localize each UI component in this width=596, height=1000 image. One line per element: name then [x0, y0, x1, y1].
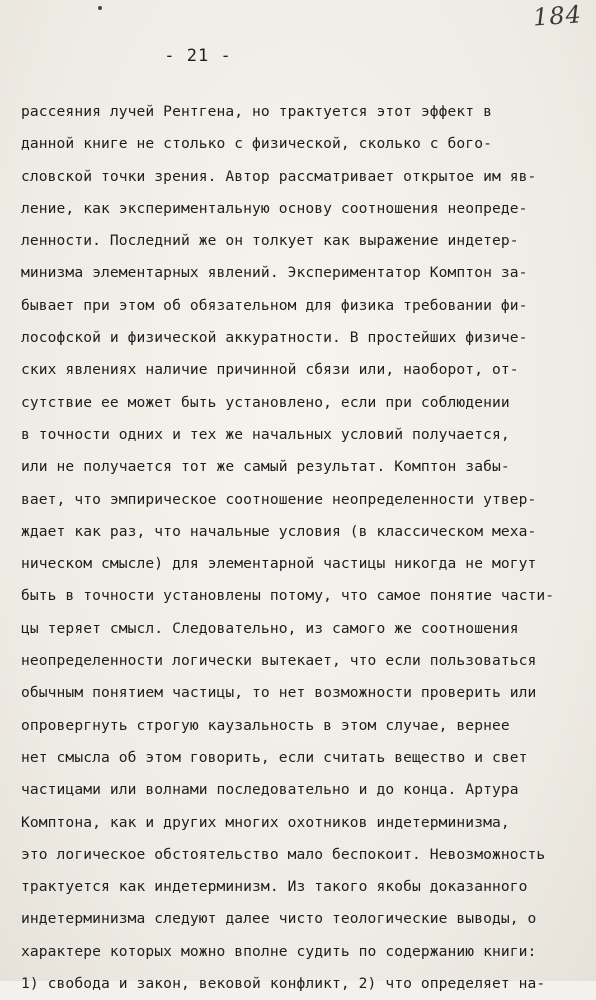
text-line: характере которых можно вполне судить по содержанию книги:: [21, 942, 537, 960]
text-line: минизма элементарных явлений. Экспериментатор Комптон за-: [21, 264, 528, 282]
text-line: лософской и физической аккуратности. В простейших физиче-: [21, 329, 528, 347]
text-line: вает, что эмпирическое соотношение неопределенности утвер-: [21, 490, 537, 508]
text-line: бывает при этом об обязательном для физика требовании фи-: [21, 296, 528, 314]
text-line: ническом смысле) для элементарной частицы никогда не могут: [21, 555, 537, 573]
text-line: быть в точности установлены потому, что самое понятие части-: [21, 587, 555, 605]
text-line: ление, как экспериментальную основу соотношения неопреде-: [21, 199, 528, 217]
text-line: частицами или волнами последовательно и до конца. Артура: [21, 781, 519, 799]
text-line: сутствие ее может быть установлено, если при соблюдении: [21, 393, 510, 411]
body-text: [21, 96, 591, 1000]
text-line: ждает как раз, что начальные условия (в классическом меха-: [21, 522, 537, 540]
archive-number: 184: [532, 0, 583, 32]
text-line: Комптона, как и других многих охотников индетерминизма,: [21, 813, 510, 831]
text-line: 1) свобода и закон, вековой конфликт, 2) что определяет на-: [21, 975, 546, 993]
text-line: индетерминизма следуют далее чисто теологические выводы, о: [21, 910, 537, 928]
text-line: ских явлениях наличие причинной сбязи или, наоборот, от-: [21, 361, 519, 379]
text-line: в точности одних и тех же начальных условий получается,: [21, 425, 510, 443]
text-line: опровергнуть строгую каузальность в этом случае, вернее: [21, 716, 510, 734]
page-number: - 21 -: [164, 46, 232, 66]
text-line: неопределенности логически вытекает, что если пользоваться: [21, 652, 537, 670]
text-line: цы теряет смысл. Следовательно, из самого же соотношения: [21, 619, 519, 637]
text-line: нет смысла об этом говорить, если считать вещество и свет: [21, 748, 528, 766]
text-line: или не получается тот же самый результат. Комптон забы-: [21, 458, 510, 476]
text-line: данной книге не столько с физической, сколько с бого-: [21, 135, 492, 153]
punch-mark: [98, 6, 102, 10]
text-line: ленности. Последний же он толкует как выражение индетер-: [21, 232, 519, 250]
text-line: рассеяния лучей Рентгена, но трактуется этот эффект в: [21, 103, 492, 120]
text-line: обычным понятием частицы, то нет возможности проверить или: [21, 684, 537, 702]
text-line: трактуется как индетерминизм. Из такого якобы доказанного: [21, 878, 528, 896]
text-line: словской точки зрения. Автор рассматривает открытое им яв-: [21, 167, 537, 185]
text-line: это логическое обстоятельство мало беспокоит. Невозможность: [21, 845, 546, 863]
